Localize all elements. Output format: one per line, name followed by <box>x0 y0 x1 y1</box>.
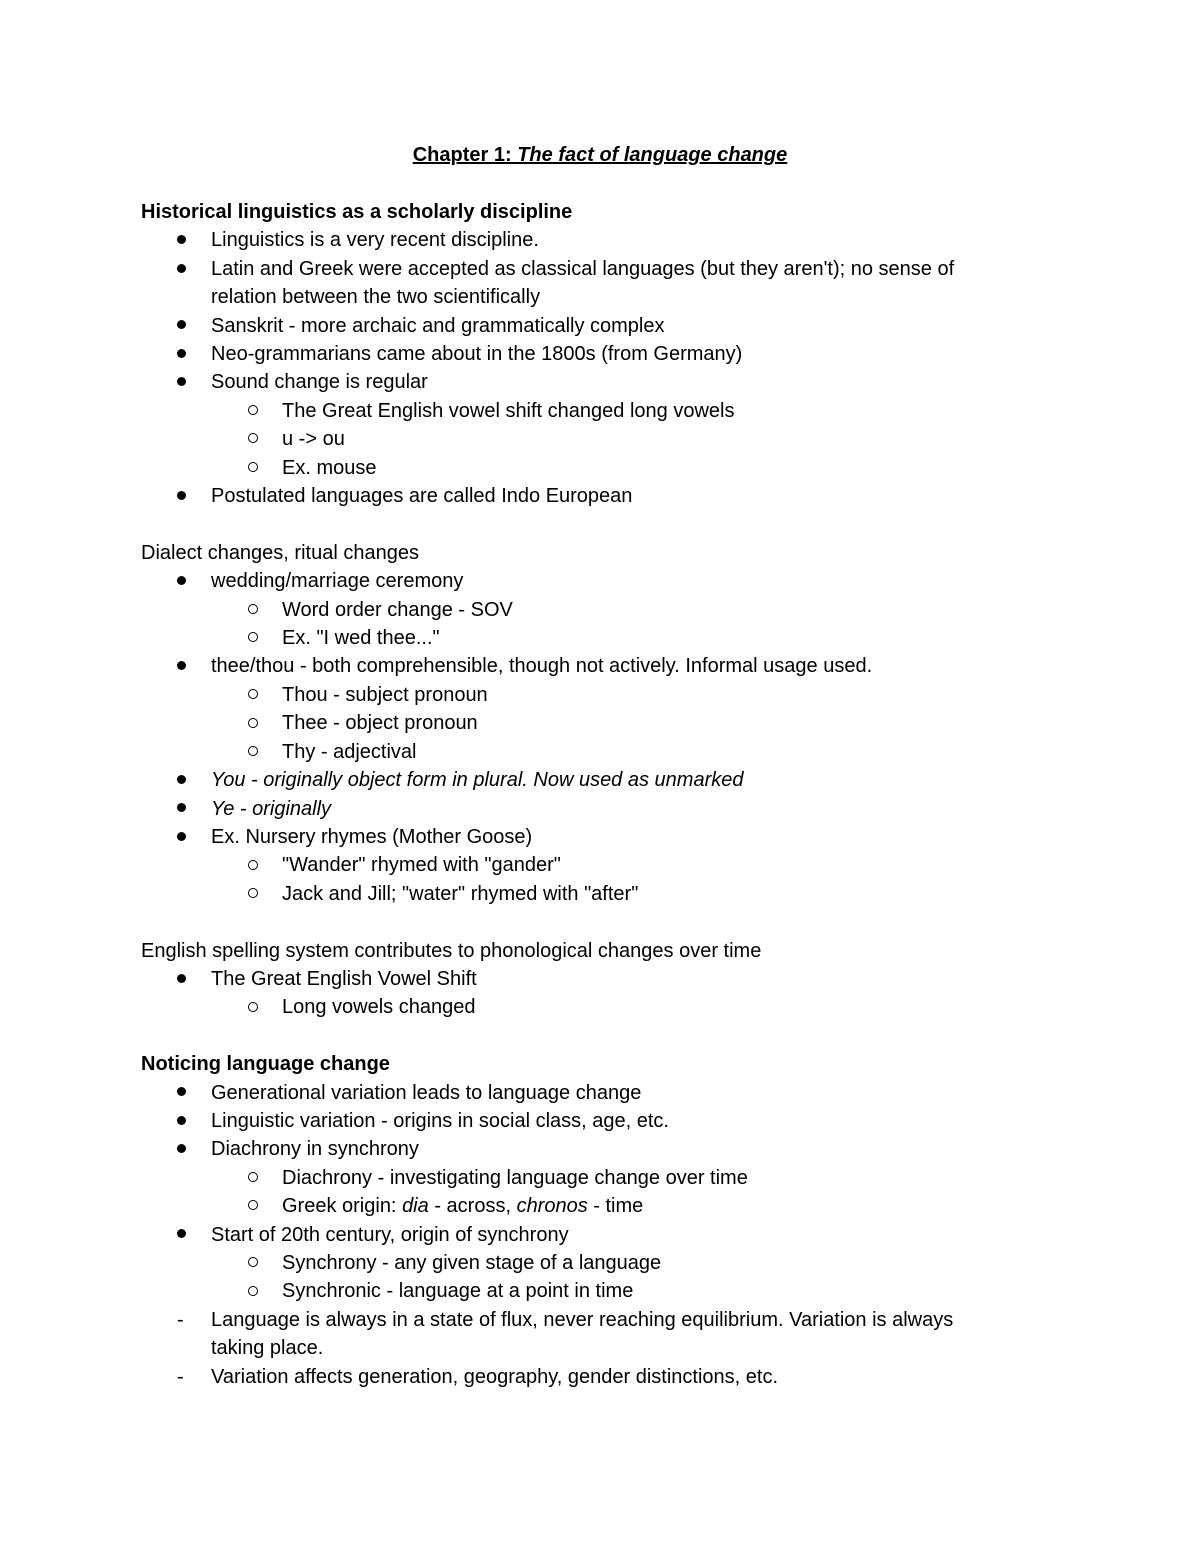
circle-bullet-icon <box>248 709 258 737</box>
circle-bullet-icon <box>248 1192 258 1220</box>
bullet-icon <box>177 368 186 396</box>
sub-list-item: Synchrony - any given stage of a language <box>141 1249 1041 1277</box>
sub-list-item: The Great English vowel shift changed long vowels <box>141 397 1041 425</box>
bullet-icon <box>177 255 186 283</box>
bullet-icon <box>177 567 186 595</box>
circle-bullet-icon <box>248 1164 258 1192</box>
circle-bullet-icon <box>248 851 258 879</box>
sub-list-item: Diachrony - investigating language change over time <box>141 1164 1041 1192</box>
dash-list-item: - Variation affects generation, geography, gender distinctions, etc. <box>141 1363 1041 1391</box>
bullet-icon <box>177 652 186 680</box>
list-item: Neo-grammarians came about in the 1800s (from Germany) <box>141 340 1041 368</box>
sub-list-item: "Wander" rhymed with "gander" <box>141 851 1041 879</box>
sub-list-item: Jack and Jill; "water" rhymed with "after" <box>141 880 1041 908</box>
sub-list-item: Thee - object pronoun <box>141 709 1041 737</box>
bullet-icon <box>177 766 186 794</box>
circle-bullet-icon <box>248 880 258 908</box>
circle-bullet-icon <box>248 397 258 425</box>
list-item: Diachrony in synchrony <box>141 1135 1041 1163</box>
bullet-icon <box>177 795 186 823</box>
list-item: Linguistic variation - origins in social class, age, etc. <box>141 1107 1041 1135</box>
list-item: Postulated languages are called Indo European <box>141 482 1041 510</box>
bullet-icon <box>177 340 186 368</box>
bullet-icon <box>177 312 186 340</box>
list-item: Sanskrit - more archaic and grammatically complex <box>141 312 1041 340</box>
list-item: You - originally object form in plural. Now used as unmarked <box>141 766 1041 794</box>
circle-bullet-icon <box>248 993 258 1021</box>
sub-list-item: Greek origin: dia - across, chronos - time <box>141 1192 1041 1220</box>
dash-marker: - <box>177 1365 184 1388</box>
bullet-icon <box>177 1135 186 1163</box>
dash-list-item: - Language is always in a state of flux, never reaching equilibrium. Variation is always <box>141 1306 1041 1334</box>
circle-bullet-icon <box>248 624 258 652</box>
list-item: The Great English Vowel Shift <box>141 965 1041 993</box>
circle-bullet-icon <box>248 681 258 709</box>
bullet-icon <box>177 965 186 993</box>
sub-list-item: Long vowels changed <box>141 993 1041 1021</box>
section-heading: English spelling system contributes to phonological changes over time <box>141 939 762 962</box>
list-item: thee/thou - both comprehensible, though not actively. Informal usage used. <box>141 652 1041 680</box>
list-item: wedding/marriage ceremony <box>141 567 1041 595</box>
title-prefix: Chapter 1: <box>412 144 518 166</box>
section-heading: Historical linguistics as a scholarly discipline <box>141 201 573 223</box>
bullet-icon <box>177 226 186 254</box>
list-item: Ex. Nursery rhymes (Mother Goose) <box>141 823 1041 851</box>
circle-bullet-icon <box>248 425 258 453</box>
page-title <box>0 141 1200 169</box>
sub-list-item: Word order change - SOV <box>141 596 1041 624</box>
section-heading: Noticing language change <box>141 1053 390 1076</box>
list-item: Start of 20th century, origin of synchrony <box>141 1221 1041 1249</box>
bullet-icon <box>177 1079 186 1107</box>
bullet-icon <box>177 823 186 851</box>
list-item: Generational variation leads to language change <box>141 1079 1041 1107</box>
circle-bullet-icon <box>248 738 258 766</box>
dash-marker: - <box>177 1308 184 1331</box>
list-item: Sound change is regular <box>141 368 1041 396</box>
list-item: Linguistics is a very recent discipline. <box>141 226 1041 254</box>
bullet-icon <box>177 1107 186 1135</box>
title-italic: The fact of language change <box>517 144 788 166</box>
circle-bullet-icon <box>248 1249 258 1277</box>
circle-bullet-icon <box>248 596 258 624</box>
bullet-icon <box>177 482 186 510</box>
list-item-continuation: relation between the two scientifically <box>211 286 541 309</box>
sub-list-item: Ex. mouse <box>141 454 1041 482</box>
list-item: Latin and Greek were accepted as classical languages (but they aren't); no sense of <box>141 255 1041 283</box>
notes-body <box>141 198 1041 1391</box>
sub-list-item: Synchronic - language at a point in time <box>141 1277 1041 1305</box>
bullet-icon <box>177 1221 186 1249</box>
circle-bullet-icon <box>248 454 258 482</box>
sub-list-item: Thy - adjectival <box>141 738 1041 766</box>
sub-list-item: u -> ou <box>141 425 1041 453</box>
list-item-continuation: taking place. <box>211 1337 324 1360</box>
sub-list-item: Ex. "I wed thee..." <box>141 624 1041 652</box>
sub-list-item: Thou - subject pronoun <box>141 681 1041 709</box>
section-heading: Dialect changes, ritual changes <box>141 541 419 564</box>
circle-bullet-icon <box>248 1277 258 1305</box>
list-item: Ye - originally <box>141 795 1041 823</box>
